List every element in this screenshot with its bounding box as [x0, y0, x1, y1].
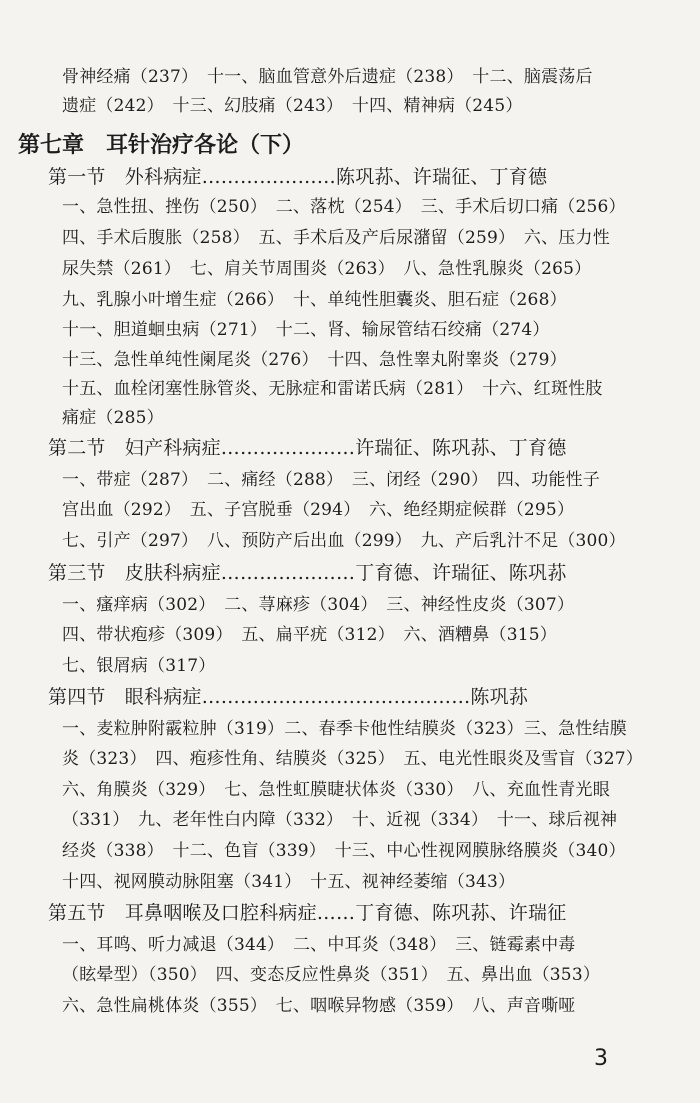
toc-line: 十五、血栓闭塞性脉管炎、无脉症和雷诺氏病（281） 十六、红斑性肢	[62, 379, 603, 399]
section-header: 第三节 皮肤科病症…………………丁育德、许瑞征、陈巩荪	[48, 562, 567, 584]
toc-line: 七、引产（297） 八、预防产后出血（299） 九、产后乳汁不足（300）	[62, 531, 626, 551]
toc-line: 一、瘙痒病（302） 二、荨麻疹（304） 三、神经性皮炎（307）	[62, 595, 575, 615]
section-header: 第四节 眼科病症……………………………………陈巩荪	[48, 686, 529, 708]
section-header: 第一节 外科病症…………………陈巩荪、许瑞征、丁育德	[48, 166, 548, 188]
toc-line: 一、麦粒肿附霰粒肿（319）二、春季卡他性结膜炎（323）三、急性结膜	[62, 719, 627, 739]
toc-line: 七、银屑病（317）	[62, 656, 216, 676]
toc-line: 尿失禁（261） 七、肩关节周围炎（263） 八、急性乳腺炎（265）	[62, 259, 592, 279]
toc-line: 十一、胆道蛔虫病（271） 十二、肾、输尿管结石绞痛（274）	[62, 320, 550, 340]
toc-line: 一、急性扭、挫伤（250） 二、落枕（254） 三、手术后切口痛（256）	[62, 197, 626, 217]
toc-line: 一、耳鸣、听力减退（344） 二、中耳炎（348） 三、链霉素中毒	[62, 935, 576, 955]
toc-line: 经炎（338） 十二、色盲（339） 十三、中心性视网膜脉络膜炎（340）	[62, 841, 626, 861]
toc-line: 六、角膜炎（329） 七、急性虹膜睫状体炎（330） 八、充血性青光眼	[62, 780, 610, 800]
chapter-title: 第七章 耳针治疗各论（下）	[18, 133, 305, 158]
toc-line: 九、乳腺小叶增生症（266） 十、单纯性胆囊炎、胆石症（268）	[62, 290, 567, 310]
toc-line: 十三、急性单纯性阑尾炎（276） 十四、急性睾丸附睾炎（279）	[62, 350, 567, 370]
toc-line: 宫出血（292） 五、子宫脱垂（294） 六、绝经期症候群（295）	[62, 500, 575, 520]
toc-line: 四、手术后腹胀（258） 五、手术后及产后尿潴留（259） 六、压力性	[62, 228, 610, 248]
toc-line: 痛症（285）	[62, 408, 164, 428]
toc-line: 遗症（242） 十三、幻肢痛（243） 十四、精神病（245）	[62, 96, 523, 116]
toc-line: （眩晕型）（350） 四、变态反应性鼻炎（351） 五、鼻出血（353）	[62, 965, 601, 985]
toc-line: 骨神经痛（237） 十一、脑血管意外后遗症（238） 十二、脑震荡后	[62, 67, 593, 87]
toc-line: 一、带症（287） 二、痛经（288） 三、闭经（290） 四、功能性子	[62, 470, 601, 490]
toc-line: （331） 九、老年性白内障（332） 十、近视（334） 十一、球后视神	[62, 810, 618, 830]
toc-line: 十四、视网膜动脉阻塞（341） 十五、视神经萎缩（343）	[62, 872, 516, 892]
toc-line: 炎（323） 四、疱疹性角、结膜炎（325） 五、电光性眼炎及雪盲（327）	[62, 749, 643, 769]
section-header: 第二节 妇产科病症…………………许瑞征、陈巩荪、丁育德	[48, 437, 567, 459]
toc-line: 四、带状疱疹（309） 五、扁平疣（312） 六、酒糟鼻（315）	[62, 625, 557, 645]
toc-line: 六、急性扁桃体炎（355） 七、咽喉异物感（359） 八、声音嘶哑	[62, 996, 576, 1016]
section-header: 第五节 耳鼻咽喉及口腔科病症……丁育德、陈巩荪、许瑞征	[48, 902, 567, 924]
page-number: 3	[594, 1046, 608, 1071]
